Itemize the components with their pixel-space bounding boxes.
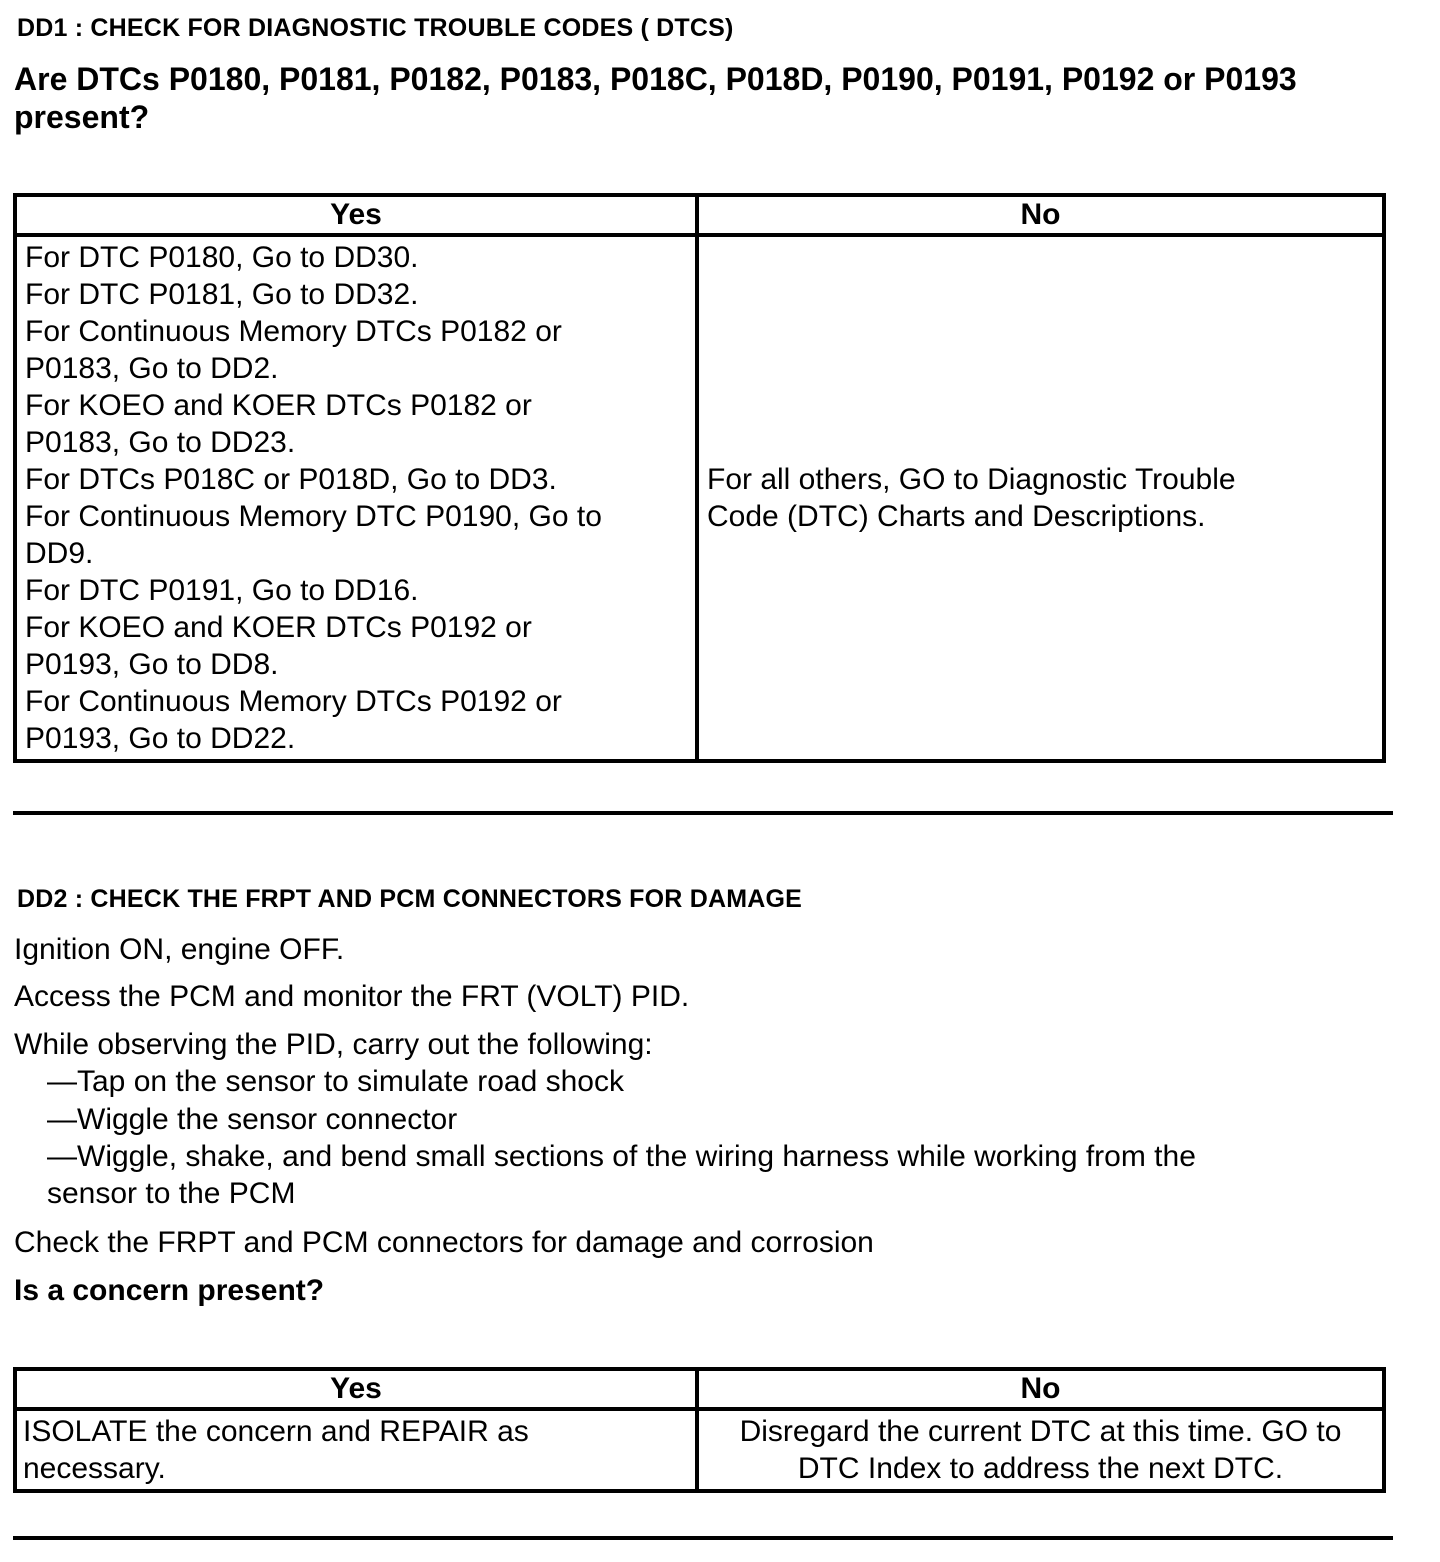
dd2-substep-wiggle-harness-cont: sensor to the PCM bbox=[47, 1177, 296, 1210]
dd2-yes-line: necessary. bbox=[23, 1452, 166, 1485]
dd2-heading: DD2 : CHECK THE FRPT AND PCM CONNECTORS FOR DAMAGE bbox=[17, 885, 803, 913]
dd2-yes-header: Yes bbox=[15, 1369, 697, 1409]
dd1-no-cell bbox=[697, 235, 1384, 761]
dd1-yes-line: DD9. bbox=[25, 537, 94, 570]
dd1-question bbox=[14, 60, 1394, 136]
dd1-yes-line: For Continuous Memory DTCs P0192 or bbox=[25, 685, 562, 718]
dd1-no-line: For all others, GO to Diagnostic Trouble bbox=[707, 463, 1236, 496]
dd2-question: Is a concern present? bbox=[14, 1274, 325, 1307]
dd2-no-header: No bbox=[697, 1369, 1384, 1409]
dd2-substep-wiggle-connector: —Wiggle the sensor connector bbox=[47, 1103, 458, 1136]
dd1-yes-line: For KOEO and KOER DTCs P0192 or bbox=[25, 611, 532, 644]
dd2-table-header-row bbox=[15, 1369, 1384, 1409]
dd1-yes-line: For KOEO and KOER DTCs P0182 or bbox=[25, 389, 532, 422]
dd2-step-observe-pid: While observing the PID, carry out the following: bbox=[14, 1028, 653, 1061]
dd2-no-cell bbox=[697, 1409, 1384, 1491]
dd1-yes-line: For Continuous Memory DTCs P0182 or bbox=[25, 315, 562, 348]
dd1-no-line: Code (DTC) Charts and Descriptions. bbox=[707, 500, 1206, 533]
dd2-table-body-row bbox=[15, 1409, 1384, 1491]
dd1-yes-line: For Continuous Memory DTC P0190, Go to bbox=[25, 500, 602, 533]
dd1-yes-line: P0183, Go to DD2. bbox=[25, 352, 279, 385]
dd1-question-line2: present? bbox=[14, 99, 150, 135]
dd1-no-header: No bbox=[697, 195, 1384, 235]
dd2-step-check-connectors: Check the FRPT and PCM connectors for damage and corrosion bbox=[14, 1226, 874, 1259]
dd2-no-line: Disregard the current DTC at this time. GO to bbox=[739, 1415, 1342, 1448]
dd1-yes-line: For DTC P0181, Go to DD32. bbox=[25, 278, 419, 311]
bottom-divider bbox=[13, 1536, 1393, 1540]
dd1-question-line1: Are DTCs P0180, P0181, P0182, P0183, P018C, P018D, P0190, P0191, P0192 or P0193 bbox=[14, 61, 1297, 97]
dd1-yes-lines bbox=[17, 237, 695, 759]
dd1-table-header-row bbox=[15, 195, 1384, 235]
dd2-no-line: DTC Index to address the next DTC. bbox=[797, 1452, 1284, 1485]
dd1-yes-no-table bbox=[13, 193, 1386, 763]
dd2-step-ignition: Ignition ON, engine OFF. bbox=[14, 933, 345, 966]
dd1-yes-header: Yes bbox=[15, 195, 697, 235]
dd1-yes-line: P0183, Go to DD23. bbox=[25, 426, 296, 459]
dd2-substep-tap: —Tap on the sensor to simulate road shock bbox=[47, 1065, 624, 1098]
dd2-yes-no-table bbox=[13, 1367, 1386, 1493]
dd1-heading: DD1 : CHECK FOR DIAGNOSTIC TROUBLE CODES ( DTCS) bbox=[17, 14, 734, 42]
dd2-yes-lines bbox=[17, 1411, 695, 1489]
dd1-yes-cell bbox=[15, 235, 697, 761]
dd2-yes-cell bbox=[15, 1409, 697, 1491]
dd2-step-access-pcm: Access the PCM and monitor the FRT (VOLT) PID. bbox=[14, 980, 690, 1013]
dd2-substep-wiggle-harness: —Wiggle, shake, and bend small sections of the wiring harness while working from the bbox=[47, 1140, 1196, 1173]
dd2-yes-line: ISOLATE the concern and REPAIR as bbox=[23, 1415, 529, 1448]
dd1-yes-line: P0193, Go to DD22. bbox=[25, 722, 296, 755]
section-divider bbox=[13, 811, 1393, 815]
dd1-yes-line: P0193, Go to DD8. bbox=[25, 648, 279, 681]
dd1-yes-line: For DTCs P018C or P018D, Go to DD3. bbox=[25, 463, 557, 496]
dd1-yes-line: For DTC P0191, Go to DD16. bbox=[25, 574, 419, 607]
dd2-no-lines bbox=[699, 1411, 1382, 1489]
dd1-table-body-row bbox=[15, 235, 1384, 761]
dd1-yes-line: For DTC P0180, Go to DD30. bbox=[25, 241, 419, 274]
dd1-no-lines bbox=[699, 459, 1382, 537]
